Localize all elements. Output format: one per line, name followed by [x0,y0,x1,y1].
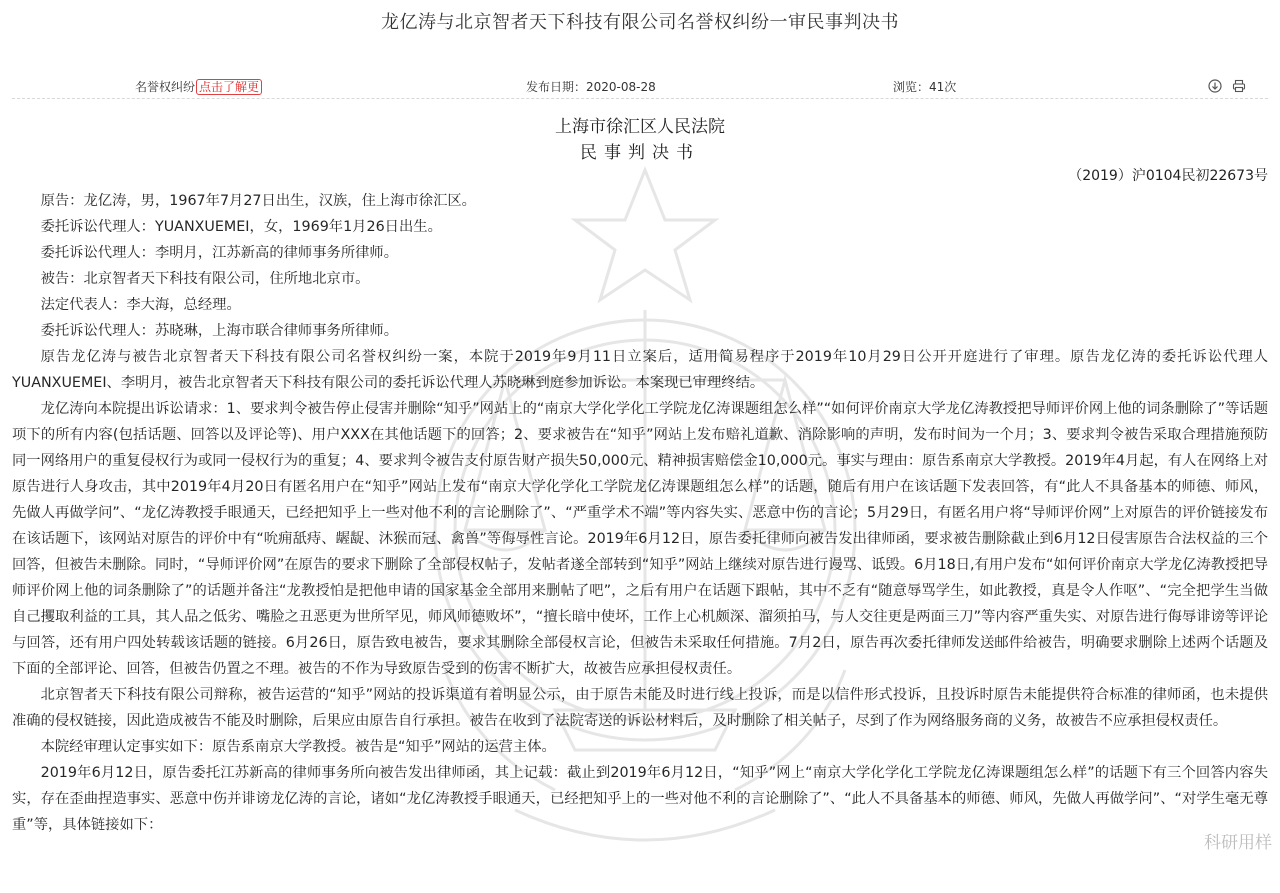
learn-more-tag[interactable]: 点击了解更 [196,79,262,95]
party-plaintiff: 原告：龙亿涛，男，1967年7月27日出生，汉族，住上海市徐汇区。 [40,193,476,209]
party-plaintiff-agent-1: 委托诉讼代理人：YUANXUEMEI，女，1969年1月26日出生。 [40,219,442,235]
document-type: 民事判决书 [580,143,700,163]
header-divider [12,98,1268,99]
corner-logo-text: 科研用样 [1204,833,1272,853]
judgment-body [12,188,1268,838]
defense-paragraph: 北京智者天下科技有限公司辩称，被告运营的“知乎”网站的投诉渠道有着明显公示，由于原告未能及时进行线上投诉，而是以信件形式投诉，且投诉时原告未能提供符合标准的律师函，也未提供准确的侵权链接，因此造成被告不能及时删除，后果应由原告自行承担。被告在收到了法院寄送的诉讼材料后，及时删除了相关帖子，尽到了作为网络服务商的义务，故被告不应承担侵权责任。 [12,687,1268,729]
findings-paragraph: 本院经审理认定事实如下：原告系南京大学教授。被告是“知乎”网站的运营主体。 [40,739,556,755]
print-icon-svg [1232,79,1246,93]
category-meta [135,78,262,95]
party-legal-rep: 法定代表人：李大海，总经理。 [40,297,241,313]
court-name: 上海市徐汇区人民法院 [555,117,725,137]
facts-paragraph: 2019年6月12日，原告委托江苏新高的律师事务所向被告发出律师函，其上记载：截止到2019年6月12日，“知乎”网上“南京大学化学化工学院龙亿涛课题组怎么样”的话题下有三个回答内容失实，存在歪曲捏造事实、恶意中伤并诽谤龙亿涛的言论，诸如“龙亿涛教授手眼通天，已经把知乎上的一些对他不利的言论删除了”、“此人不具备基本的师德、师风，先做人再做学问”、“对学生毫无尊重”等，具体链接如下： [12,765,1268,833]
case-intro-paragraph: 原告龙亿涛与被告北京智者天下科技有限公司名誉权纠纷一案，本院于2019年9月11日立案后，适用简易程序于2019年10月29日公开开庭进行了审理。原告龙亿涛的委托诉讼代理人YUANXUEMEI、李明月，被告北京智者天下科技有限公司的委托诉讼代理人苏晓琳到庭参加诉讼。本案现已审理终结。 [12,349,1268,391]
party-plaintiff-agent-2: 委托诉讼代理人：李明月，江苏新高的律师事务所律师。 [40,245,399,261]
corner-watermark-logo [1204,828,1272,853]
category-label: 名誉权纠纷 [135,80,196,94]
print-icon[interactable] [1232,79,1246,93]
party-defendant-agent: 委托诉讼代理人：苏晓琳，上海市联合律师事务所律师。 [40,323,399,339]
download-icon-svg [1208,79,1222,93]
page-title: 龙亿涛与北京智者天下科技有限公司名誉权纠纷一审民事判决书 [381,12,899,33]
publish-date: 发布日期：2020-08-28 [526,80,656,94]
claims-paragraph: 龙亿涛向本院提出诉讼请求：1、要求判令被告停止侵害并删除“知乎”网站上的“南京大学化学化工学院龙亿涛课题组怎么样”“如何评价南京大学龙亿涛教授把导师评价网上他的词条删除了”等话题项下的所有内容(包括话题、回答以及评论等)、用户XXX在其他话题下的回答；2、要求被告在“知乎”网站上发布赔礼道歉、消除影响的声明，发布时间为一个月；3、要求判令被告采取合理措施预防同一网络用户的重复侵权行为或同一侵权行为的重复；4、要求判令被告支付原告财产损失50,000元、精神损害赔偿金10,000元。事实与理由：原告系南京大学教授。2019年4月起，有人在网络上对原告进行人身攻击，其中2019年4月20日有匿名用户在“知乎”网站上发布“南京大学化学化工学院龙亿涛课题组怎么样”的话题，随后有用户在该话题下发表回答，有“此人不具备基本的师德、师风，先做人再做学问”、“龙亿涛教授手眼通天，已经把知乎上一些对他不利的言论删除了”、“严重学术不端”等内容失实、恶意中伤的言论；5月29日，有匿名用户将“导师评价网”上对原告的评价链接发布在该话题下，该网站对原告的评价中有“吮痈舐痔、龌龊、沐猴而冠、禽兽”等侮辱性言论。2019年6月12日，原告委托律师向被告发出律师函，要求被告删除截止到6月12日侵害原告合法权益的三个回答，但被告未删除。同时，“导师评价网”在原告的要求下删除了全部侵权帖子，发帖者遂全部转到“知乎”网站上继续对原告进行谩骂、诋毁。6月18日,有用户发布“如何评价南京大学龙亿涛教授把导师评价网上他的词条删除了”的话题并备注“龙教授怕是把他申请的国家基金全部用来删帖了吧”，之后有用户在话题下跟帖，其中不乏有“随意辱骂学生，如此教授，真是令人作呕”、“完全把学生当做自己攫取利益的工具，其人品之低劣、嘴脸之丑恶更为世所罕见，师风师德败坏”，“擅长暗中使坏，工作上心机颇深、溜须拍马，与人交往更是两面三刀”等内容严重失实、对原告进行侮辱诽谤等评论与回答，还有用户四处转载该话题的链接。6月26日，原告致电被告，要求其删除全部侵权言论，但被告未采取任何措施。7月2日，原告再次委托律师发送邮件给被告，明确要求删除上述两个话题及下面的全部评论、回答，但被告仍置之不理。被告的不作为导致原告受到的伤害不断扩大，故被告应承担侵权责任。 [12,401,1268,677]
case-number: （2019）沪0104民初22673号 [1068,168,1268,184]
view-count: 浏览：41次 [893,80,957,94]
party-defendant: 被告：北京智者天下科技有限公司，住所地北京市。 [40,271,370,287]
download-icon[interactable] [1208,79,1222,93]
